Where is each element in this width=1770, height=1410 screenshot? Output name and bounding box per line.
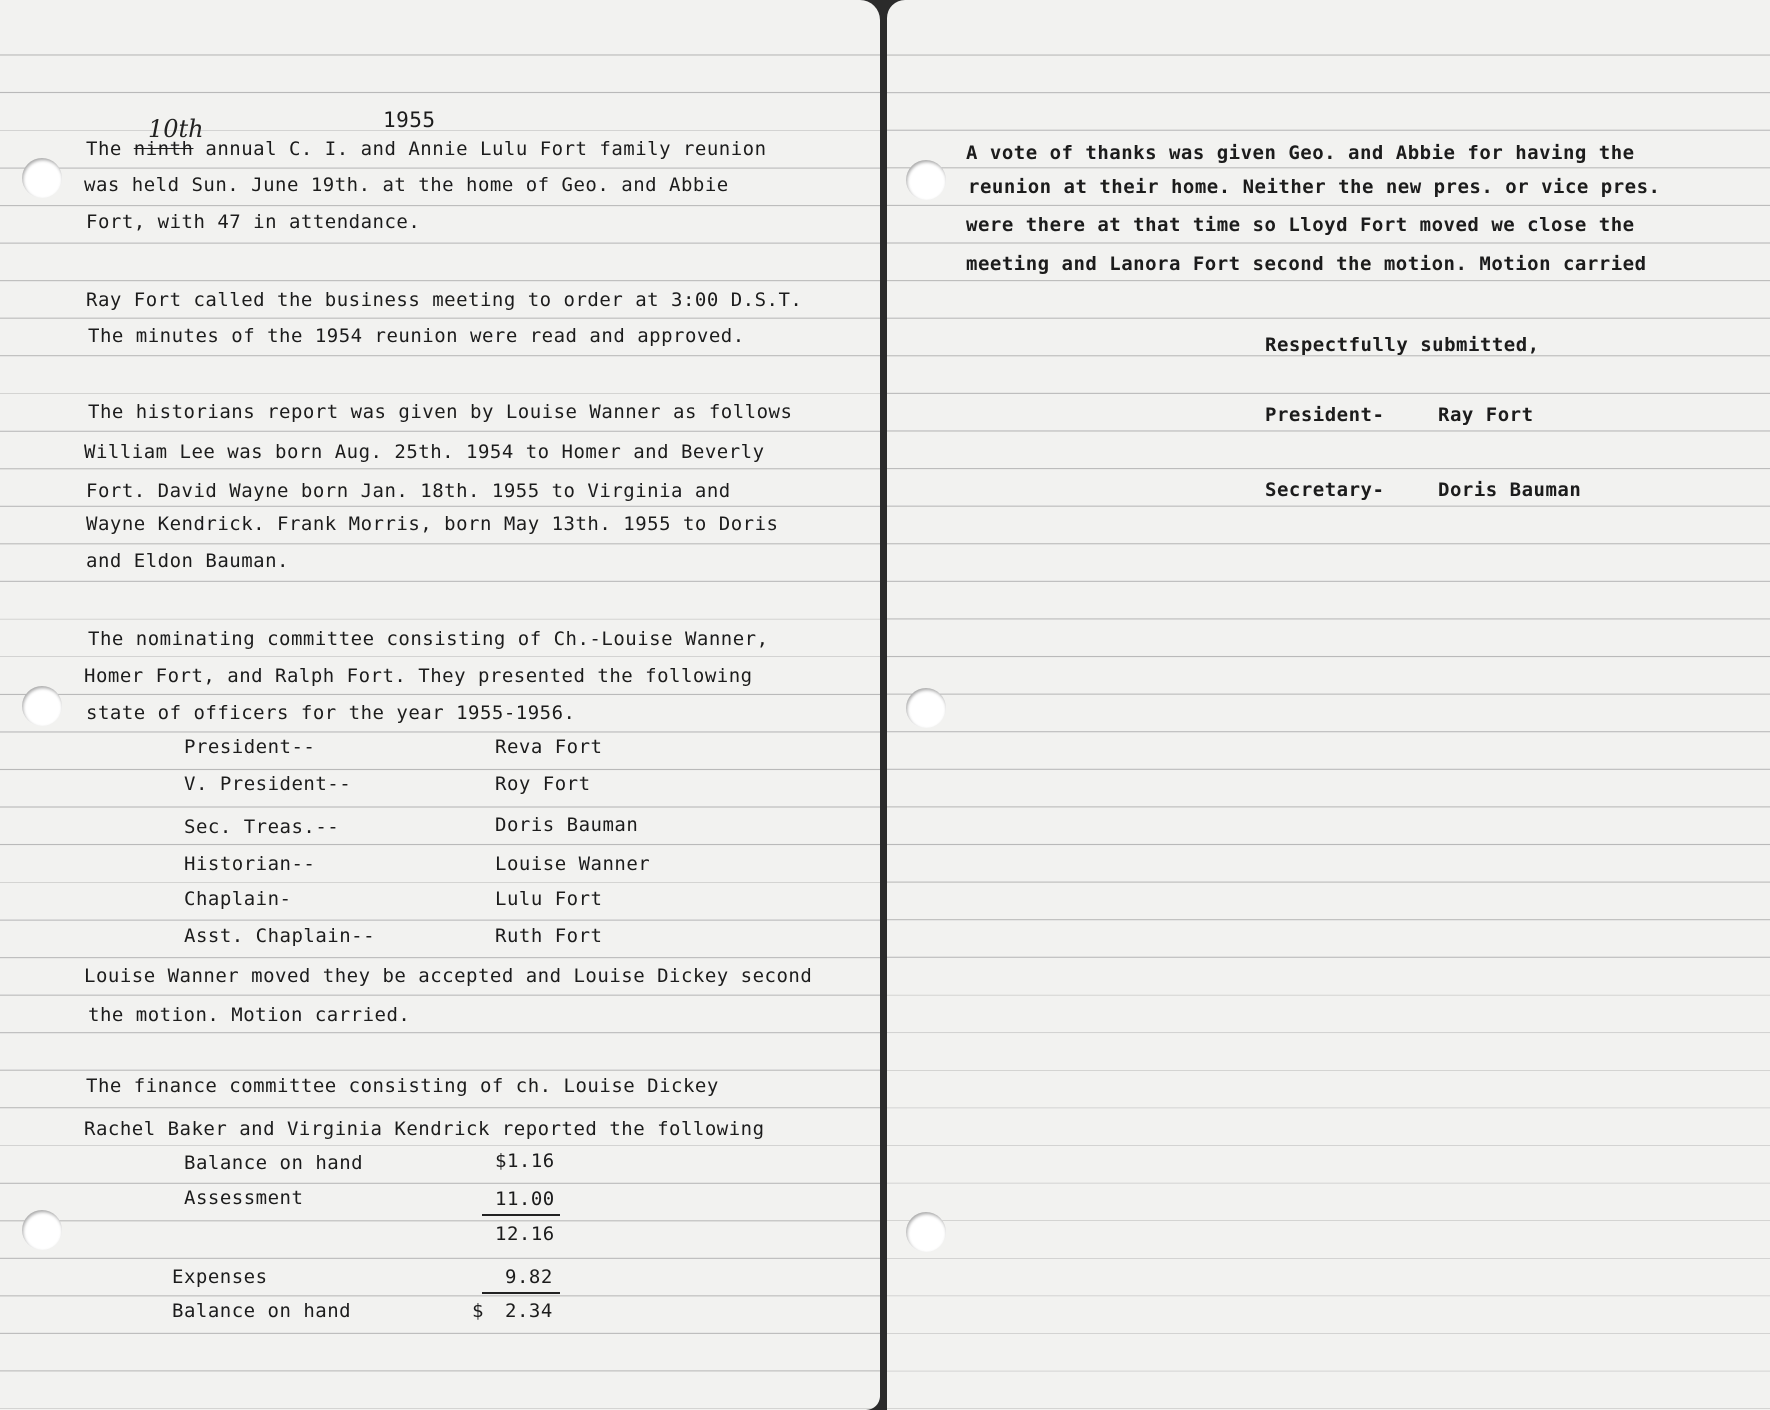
officer-role: Chaplain- [184,888,292,910]
finance-subtotal-value: 12.16 [495,1223,555,1245]
para1-line2: was held Sun. June 19th. at the home of Geo. and Abbie [84,174,729,196]
para1-line1 [86,140,767,159]
finance-assessment-label: Assessment [184,1187,304,1209]
finance-expenses-label: Expenses [172,1266,268,1288]
para3-line: Wayne Kendrick. Frank Morris, born May 13th. 1955 to Doris [86,513,779,535]
right-para-line: were there at that time so Lloyd Fort moved we close the [966,214,1635,236]
handwritten-ordinal: 10th [148,115,204,143]
officer-name: Ruth Fort [495,925,603,947]
finance-final-label: Balance on hand [172,1300,352,1322]
right-para-line: A vote of thanks was given Geo. and Abbie for having the [966,142,1635,164]
officer-name: Louise Wanner [495,853,651,875]
punch-hole [22,1210,62,1250]
signature-name: Ray Fort [1438,404,1534,426]
para6-line: Rachel Baker and Virginia Kendrick reported the following [84,1118,765,1140]
signature-role: President- [1265,404,1385,426]
year-heading: 1955 [383,108,436,132]
finance-final-currency: $ [472,1300,484,1322]
officer-role: V. President-- [184,773,352,795]
finance-assessment-value: 11.00 [495,1188,555,1210]
officer-name: Doris Bauman [495,814,639,836]
officer-role: Asst. Chaplain-- [184,925,376,947]
officer-role: Sec. Treas.-- [184,816,340,838]
punch-hole [906,1212,946,1252]
para2-line: The minutes of the 1954 reunion were read and approved. [88,325,745,347]
para3-line: Fort. David Wayne born Jan. 18th. 1955 to Virginia and [86,480,731,502]
struck-word: ninth [133,138,194,160]
para5-line: the motion. Motion carried. [88,1004,411,1026]
officer-role: Historian-- [184,853,316,875]
officer-role: President-- [184,736,316,758]
right-para-line: meeting and Lanora Fort second the motion. Motion carried [966,253,1647,275]
para3-line: The historians report was given by Louise Wanner as follows [88,401,793,423]
finance-balance-label: Balance on hand [184,1152,364,1174]
punch-hole [22,158,62,198]
left-page [0,0,880,1410]
officer-name: Roy Fort [495,773,591,795]
para6-line: The finance committee consisting of ch. Louise Dickey [86,1075,719,1097]
signature-name: Doris Bauman [1438,479,1582,501]
officer-name: Reva Fort [495,736,603,758]
finance-balance-value: $1.16 [495,1150,555,1172]
finance-final-value: 2.34 [505,1300,553,1322]
punch-hole [22,686,62,726]
punch-hole [906,160,946,200]
officer-name: Lulu Fort [495,888,603,910]
para3-line: and Eldon Bauman. [86,550,289,572]
sum-rule [482,1292,560,1294]
finance-expenses-value: 9.82 [505,1266,553,1288]
signature-role: Secretary- [1265,479,1385,501]
right-para-line: reunion at their home. Neither the new pres. or vice pres. [968,176,1661,198]
right-page [887,0,1770,1410]
sum-rule [482,1214,560,1216]
para4-line: The nominating committee consisting of Ch.-Louise Wanner, [88,628,769,650]
para1-line3: Fort, with 47 in attendance. [86,211,421,233]
text: annual C. I. and Annie Lulu Fort family reunion [193,138,767,160]
para2-line: Ray Fort called the business meeting to order at 3:00 D.S.T. [86,289,803,311]
para5-line: Louise Wanner moved they be accepted and Louise Dickey second [84,965,813,987]
punch-hole [906,688,946,728]
closing-text: Respectfully submitted, [1265,334,1540,356]
text: The [86,138,134,160]
para4-line: state of officers for the year 1955-1956. [86,702,576,724]
para3-line: William Lee was born Aug. 25th. 1954 to Homer and Beverly [84,441,765,463]
para4-line: Homer Fort, and Ralph Fort. They presented the following [84,665,753,687]
